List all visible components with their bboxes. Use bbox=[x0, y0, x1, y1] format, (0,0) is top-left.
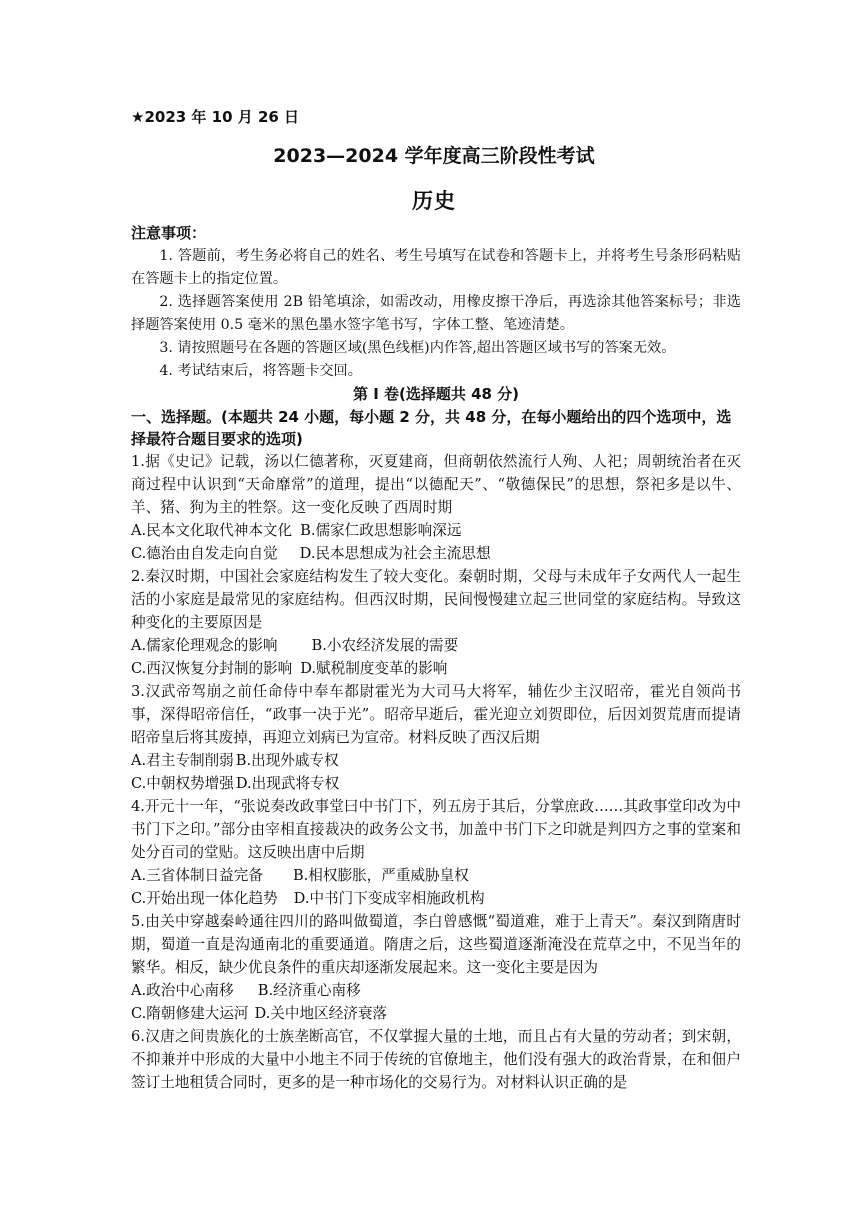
notice-item: 3. 请按照题号在各题的答题区域(黑色线框)内作答,超出答题区域书写的答案无效。 bbox=[159, 340, 676, 356]
notice-item: 2. 选择题答案使用 2B 铅笔填涂，如需改动，用橡皮擦干净后，再选涂其他答案标号；非选择题答案使用 0.5 毫米的黑色墨水签字笔书写，字体工整、笔迹清楚。 bbox=[131, 294, 741, 333]
question-5 bbox=[131, 910, 741, 1025]
option-b: B.相权膨胀，严重威胁皇权 bbox=[292, 867, 469, 884]
option-c: C.德治由自发走向自觉 bbox=[131, 545, 278, 562]
question-3 bbox=[131, 680, 741, 795]
option-c: C.中朝权势增强 bbox=[131, 775, 234, 792]
part-heading: 第 I 卷(选择题共 48 分) bbox=[352, 385, 520, 403]
option-d: D.赋税制度变革的影响 bbox=[300, 660, 448, 677]
option-a: A.政治中心南移 bbox=[131, 982, 234, 999]
question-stem: 6.汉唐之间贵族化的士族垄断高官，不仅掌握大量的土地，而且占有大量的劳动者；到宋朝，不抑兼并中形成的大量中小地主不同于传统的官僚地主，他们没有强大的政治背景，在和佃户签订土地租赁合同时，更多的是一种市场化的交易行为。对材料认识正确的是 bbox=[131, 1028, 741, 1091]
notice-section bbox=[131, 222, 741, 383]
question-stem: 1.据《史记》记载，汤以仁德著称，灭夏建商，但商朝依然流行人殉、人祀；周朝统治者在灭商过程中认识到“天命靡常”的道理，提出“以德配天”、“敬德保民”的思想，祭祀多是以牛、羊、猪、狗为主的牲祭。这一变化反映了西周时期 bbox=[131, 453, 741, 516]
option-row bbox=[131, 979, 741, 1002]
option-row bbox=[131, 634, 741, 657]
option-d: D.中书门下变成宰相施政机构 bbox=[293, 890, 485, 907]
option-b: B.小农经济发展的需要 bbox=[311, 637, 459, 654]
question-1 bbox=[131, 450, 741, 565]
notice-item: 4. 考试结束后，将答题卡交回。 bbox=[159, 363, 362, 379]
option-row bbox=[131, 542, 741, 565]
question-6 bbox=[131, 1025, 741, 1094]
question-stem: 5.由关中穿越秦岭通往四川的路叫做蜀道，李白曾感慨“蜀道难，难于上青天”。秦汉到隋唐时期，蜀道一直是沟通南北的重要通道。隋唐之后，这些蜀道逐渐淹没在荒草之中，不见当年的繁华。相反，缺少优良条件的重庆却逐渐发展起来。这一变化主要是因为 bbox=[131, 913, 741, 976]
option-c: C.开始出现一体化趋势 bbox=[131, 890, 278, 907]
option-b: B.出现外戚专权 bbox=[235, 752, 339, 769]
section-heading: 一、选择题。(本题共 24 小题，每小题 2 分，共 48 分，在每小题给出的四个选项中，选择最符合题目要求的选项) bbox=[131, 408, 732, 448]
exam-content bbox=[131, 222, 741, 1094]
question-stem: 3.汉武帝驾崩之前任命侍中奉车都尉霍光为大司马大将军，辅佐少主汉昭帝，霍光自领尚书事，深得昭帝信任，“政事一决于光”。昭帝早逝后，霍光迎立刘贺即位，后因刘贺荒唐而提请昭帝皇后将其废掉，再迎立刘病已为宣帝。材料反映了西汉后期 bbox=[131, 683, 741, 746]
option-b: B.儒家仁政思想影响深远 bbox=[300, 522, 462, 539]
option-d: D.民本思想成为社会主流思想 bbox=[299, 545, 491, 562]
notice-item: 1. 答题前，考生务必将自己的姓名、考生号填写在试卷和答题卡上，并将考生号条形码粘贴在答题卡上的指定位置。 bbox=[131, 248, 741, 287]
question-stem: 4.开元十一年，“张说奏改政事堂曰中书门下，列五房于其后，分掌庶政……其政事堂印改为中书门下之印。”部分由宰相直接裁决的政务公文书，加盖中书门下之印就是判四方之事的堂案和处分百司的堂贴。这反映出唐中后期 bbox=[131, 798, 741, 861]
question-4 bbox=[131, 795, 741, 910]
option-b: B.经济重心南移 bbox=[257, 982, 361, 999]
option-row bbox=[131, 749, 741, 772]
notice-heading: 注意事项： bbox=[131, 224, 207, 242]
option-a: A.民本文化取代神本文化 bbox=[131, 522, 293, 539]
question-2 bbox=[131, 565, 741, 680]
exam-date: ★2023 年 10 月 26 日 bbox=[131, 108, 300, 126]
question-stem: 2.秦汉时期，中国社会家庭结构发生了较大变化。秦朝时期，父母与未成年子女两代人一起生活的小家庭是最常见的家庭结构。但西汉时期，民间慢慢建立起三世同堂的家庭结构。导致这种变化的主要原因是 bbox=[131, 568, 741, 631]
option-d: D.关中地区经济衰落 bbox=[254, 1005, 388, 1022]
option-row bbox=[131, 864, 741, 887]
option-row bbox=[131, 772, 741, 795]
option-row bbox=[131, 519, 741, 542]
option-row bbox=[131, 1002, 741, 1025]
option-row bbox=[131, 887, 741, 910]
option-c: C.隋朝修建大运河 bbox=[131, 1005, 249, 1022]
option-a: A.君主专制削弱 bbox=[131, 752, 234, 769]
exam-subject: 历史 bbox=[412, 188, 456, 213]
option-a: A.儒家伦理观念的影响 bbox=[131, 637, 278, 654]
option-row bbox=[131, 657, 741, 680]
option-a: A.三省体制日益完备 bbox=[131, 867, 263, 884]
exam-title: 2023—2024 学年度高三阶段性考试 bbox=[273, 145, 595, 167]
option-c: C.西汉恢复分封制的影响 bbox=[131, 660, 293, 677]
option-d: D.出现武将专权 bbox=[235, 775, 340, 792]
